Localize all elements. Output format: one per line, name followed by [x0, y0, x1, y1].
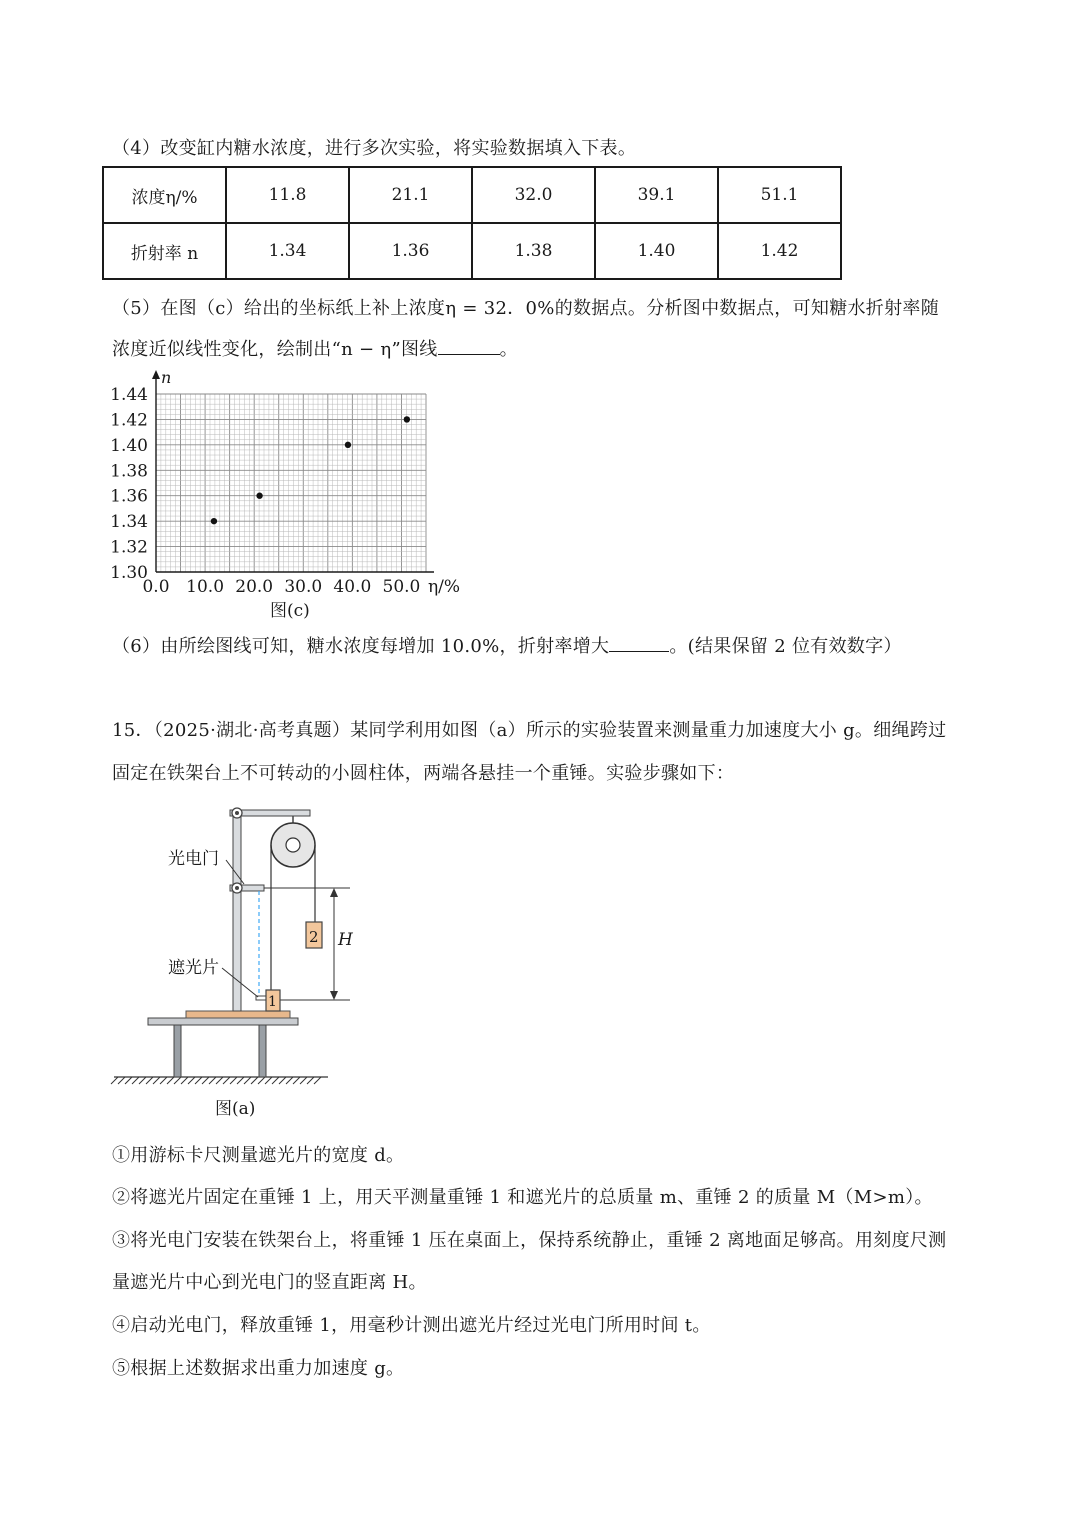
question-15-line2: 固定在铁架台上不可转动的小圆柱体，两端各悬挂一个重锤。实验步骤如下： — [112, 763, 735, 784]
y-tick-label: 1.40 — [110, 435, 148, 456]
y-tick-label: 1.42 — [110, 410, 148, 431]
row-header-refractive-index: 折射率 n — [103, 223, 226, 279]
y-tick-label: 1.44 — [110, 385, 148, 405]
y-axis-arrow — [152, 370, 160, 379]
apparatus-figure — [108, 800, 353, 1090]
figure-c-caption: 图(c) — [270, 601, 310, 621]
x-tick-label: 40.0 — [333, 577, 372, 597]
table-cell: 1.36 — [349, 223, 472, 279]
data-point — [211, 518, 217, 524]
chart-grid — [156, 394, 426, 572]
step-5: ⑤根据上述数据求出重力加速度 g。 — [112, 1358, 405, 1379]
question-6-end: 。(结果保留 2 位有效数字） — [669, 636, 902, 657]
data-point — [256, 493, 262, 499]
weight-2-label: 2 — [309, 928, 319, 946]
data-point — [404, 416, 410, 422]
table-cell: 11.8 — [226, 167, 349, 223]
weight-1-label: 1 — [268, 994, 277, 1010]
y-tick-label: 1.30 — [110, 563, 148, 583]
x-tick-label: 0.0 — [142, 577, 170, 597]
label-shutter: 遮光片 — [168, 958, 219, 978]
question-15-line1: 15．（2025·湖北·高考真题）某同学利用如图（a）所示的实验装置来测量重力加速度大小 g。细绳跨过 — [112, 720, 947, 741]
table-cell: 39.1 — [595, 167, 718, 223]
data-point — [345, 442, 351, 448]
table-leg-left — [174, 1025, 181, 1077]
step-1: ①用游标卡尺测量遮光片的宽度 d。 — [112, 1145, 405, 1166]
question-6-line — [112, 632, 902, 658]
step-3-line1: ③将光电门安装在铁架台上，将重锤 1 压在桌面上，保持系统静止，重锤 2 离地面足够高。用刻度尺测 — [112, 1230, 947, 1251]
table-cell: 1.42 — [718, 223, 841, 279]
table-top — [148, 1018, 298, 1025]
question-6-text: （6）由所绘图线可知，糖水浓度每增加 10.0%，折射率增大 — [112, 636, 610, 657]
x-tick-label: 30.0 — [284, 577, 323, 597]
table-cell: 1.34 — [226, 223, 349, 279]
x-tick-label: 50.0 — [382, 577, 421, 597]
label-H: H — [338, 930, 353, 950]
answer-blank — [609, 637, 669, 652]
table-cell: 1.38 — [472, 223, 595, 279]
y-axis-label: n — [161, 368, 172, 387]
table-cell: 51.1 — [718, 167, 841, 223]
row-header-concentration: 浓度η/% — [103, 167, 226, 223]
table-row — [103, 167, 841, 223]
y-tick-label: 1.32 — [110, 537, 148, 558]
y-tick-label: 1.38 — [110, 461, 148, 482]
step-4: ④启动光电门，释放重锤 1，用毫秒计测出遮光片经过光电门所用时间 t。 — [112, 1315, 711, 1336]
y-tick-label: 1.34 — [110, 512, 148, 533]
x-tick-labels — [142, 577, 420, 597]
data-table — [102, 166, 842, 280]
label-photogate: 光电门 — [168, 849, 219, 869]
table-cell: 21.1 — [349, 167, 472, 223]
x-axis-label: η/% — [428, 577, 461, 597]
question-5-line2 — [112, 335, 518, 361]
y-tick-labels — [110, 385, 148, 583]
table-leg-right — [259, 1025, 266, 1077]
answer-blank — [438, 340, 500, 355]
y-tick-label: 1.36 — [110, 486, 148, 507]
question-5-line2-end: 。 — [499, 339, 518, 360]
x-tick-label: 10.0 — [186, 577, 225, 597]
step-2: ②将遮光片固定在重锤 1 上，用天平测量重锤 1 和遮光片的总质量 m、重锤 2 的质量 M（M>m）。 — [112, 1187, 933, 1208]
table-cell: 32.0 — [472, 167, 595, 223]
table-row — [103, 223, 841, 279]
table-cell: 1.40 — [595, 223, 718, 279]
figure-a-caption: 图(a) — [215, 1099, 256, 1119]
refractive-index-chart — [100, 368, 480, 623]
question-4-text: （4）改变缸内糖水浓度，进行多次实验，将实验数据填入下表。 — [112, 138, 637, 159]
stand-base — [186, 1011, 290, 1018]
x-tick-label: 20.0 — [235, 577, 274, 597]
step-3-line2: 量遮光片中心到光电门的竖直距离 H。 — [112, 1272, 427, 1293]
question-5-line1: （5）在图（c）给出的坐标纸上补上浓度η = 32．0%的数据点。分析图中数据点，可知糖水折射率随 — [112, 298, 939, 319]
stand-pole — [233, 812, 241, 1011]
question-5-line2-text: 浓度近似线性变化，绘制出“n − η”图线 — [112, 339, 438, 360]
